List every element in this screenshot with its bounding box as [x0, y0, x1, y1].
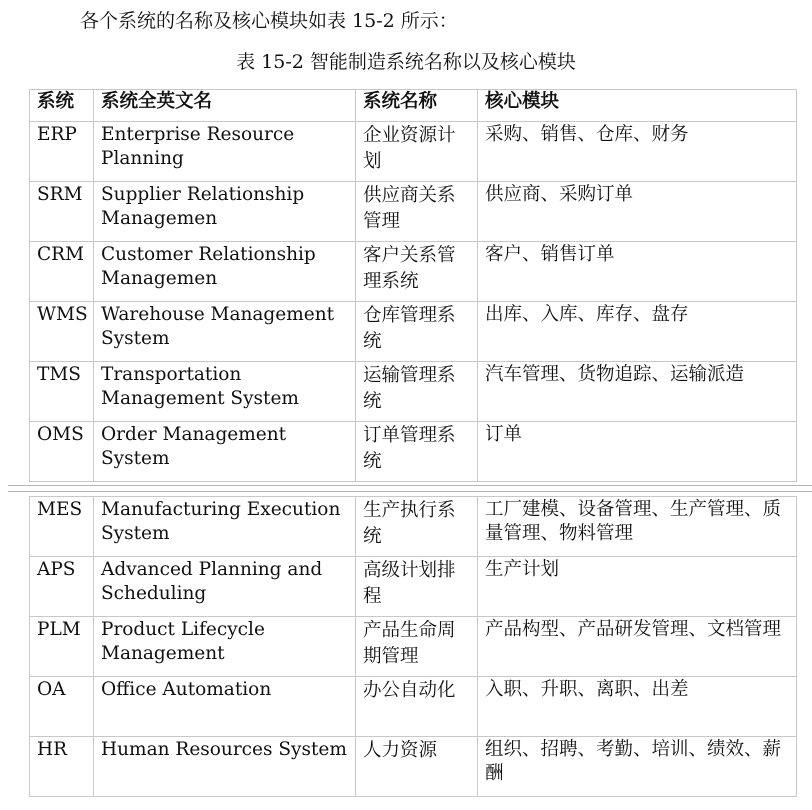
- table-caption: 表 15-2 智能制造系统名称以及核心模块: [236, 51, 576, 73]
- cell-system-abbr: CRM: [30, 242, 94, 302]
- cell-system-abbr: WMS: [30, 302, 94, 362]
- cell-system-name: 运输管理系统: [356, 362, 478, 422]
- cell-system-abbr: SRM: [30, 182, 94, 242]
- cell-system-name: 高级计划排程: [356, 557, 478, 617]
- systems-table-part-1: [29, 89, 797, 482]
- page-break-gap: [0, 480, 8, 494]
- cell-core-modules: 客户、销售订单: [478, 242, 797, 302]
- cell-english-name: Manufacturing Execution System: [94, 497, 356, 557]
- table-row: [30, 182, 797, 242]
- cell-core-modules: 采购、销售、仓库、财务: [478, 122, 797, 182]
- table-row: [30, 677, 797, 737]
- cell-system-name: 客户关系管理系统: [356, 242, 478, 302]
- systems-table-part-2: [29, 496, 797, 797]
- cell-core-modules: 工厂建模、设备管理、生产管理、质量管理、物料管理: [478, 497, 797, 557]
- cell-english-name: Enterprise Resource Planning: [94, 122, 356, 182]
- table-row: [30, 122, 797, 182]
- cell-core-modules: 产品构型、产品研发管理、文档管理: [478, 617, 797, 677]
- table-row: [30, 242, 797, 302]
- cell-english-name: Product Lifecycle Management: [94, 617, 356, 677]
- table-row: [30, 557, 797, 617]
- cell-core-modules: 出库、入库、库存、盘存: [478, 302, 797, 362]
- cell-system-name: 人力资源: [356, 737, 478, 797]
- cell-system-name: 订单管理系统: [356, 422, 478, 482]
- table-row: [30, 362, 797, 422]
- cell-system-name: 仓库管理系统: [356, 302, 478, 362]
- cell-system-name: 生产执行系统: [356, 497, 478, 557]
- intro-paragraph: 各个系统的名称及核心模块如表 15-2 所示：: [80, 10, 458, 32]
- page-break-divider: [0, 485, 812, 492]
- cell-english-name: Customer Relationship Managemen: [94, 242, 356, 302]
- cell-system-name: 企业资源计划: [356, 122, 478, 182]
- cell-core-modules: 汽车管理、货物追踪、运输派造: [478, 362, 797, 422]
- cell-system-abbr: TMS: [30, 362, 94, 422]
- cell-english-name: Warehouse Management System: [94, 302, 356, 362]
- cell-system-abbr: APS: [30, 557, 94, 617]
- cell-core-modules: 入职、升职、离职、出差: [478, 677, 797, 737]
- cell-english-name: Office Automation: [94, 677, 356, 737]
- cell-english-name: Advanced Planning and Scheduling: [94, 557, 356, 617]
- header-system-name: 系统名称: [356, 90, 478, 122]
- header-core-modules: 核心模块: [478, 90, 797, 122]
- table-header-row: [30, 90, 797, 122]
- header-english-name: 系统全英文名: [94, 90, 356, 122]
- cell-system-abbr: HR: [30, 737, 94, 797]
- table-row: [30, 422, 797, 482]
- table-row: [30, 737, 797, 797]
- cell-system-name: 办公自动化: [356, 677, 478, 737]
- cell-english-name: Human Resources System: [94, 737, 356, 797]
- cell-system-abbr: ERP: [30, 122, 94, 182]
- cell-system-abbr: PLM: [30, 617, 94, 677]
- cell-english-name: Supplier Relationship Managemen: [94, 182, 356, 242]
- cell-core-modules: 生产计划: [478, 557, 797, 617]
- cell-english-name: Transportation Management System: [94, 362, 356, 422]
- cell-system-abbr: MES: [30, 497, 94, 557]
- table-row: [30, 497, 797, 557]
- table-row: [30, 617, 797, 677]
- cell-system-abbr: OMS: [30, 422, 94, 482]
- cell-core-modules: 订单: [478, 422, 797, 482]
- cell-english-name: Order Management System: [94, 422, 356, 482]
- cell-system-abbr: OA: [30, 677, 94, 737]
- table-row: [30, 302, 797, 362]
- cell-core-modules: 组织、招聘、考勤、培训、绩效、薪酬: [478, 737, 797, 797]
- cell-system-name: 供应商关系管理: [356, 182, 478, 242]
- cell-core-modules: 供应商、采购订单: [478, 182, 797, 242]
- header-system: 系统: [30, 90, 94, 122]
- cell-system-name: 产品生命周期管理: [356, 617, 478, 677]
